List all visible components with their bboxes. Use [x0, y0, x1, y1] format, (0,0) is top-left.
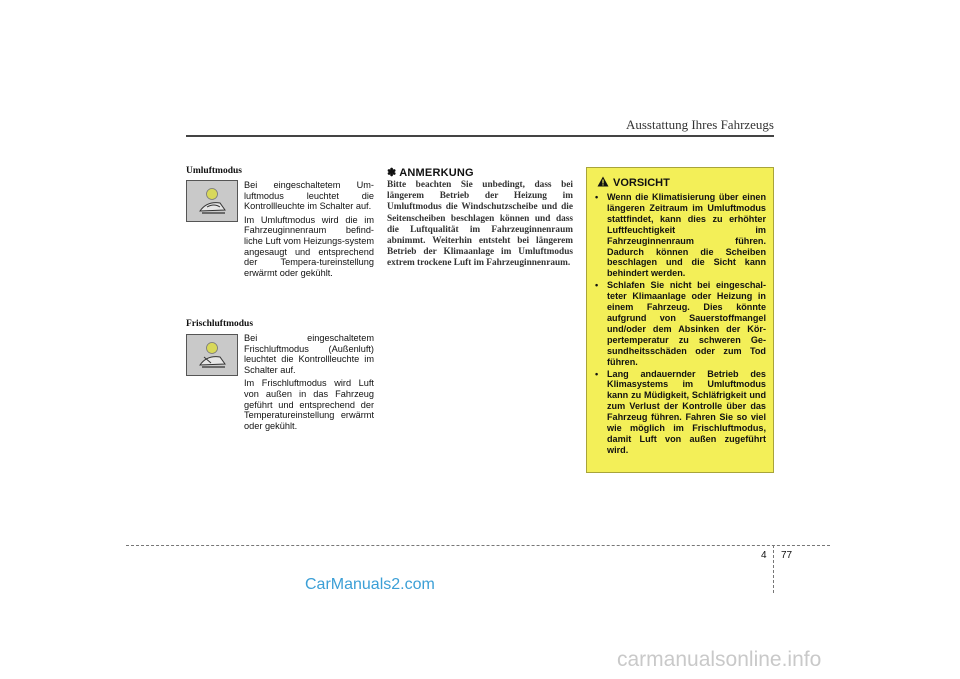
note-body [387, 180, 573, 270]
note-text: Bitte beachten Sie unbedingt, dass bei längerem Betrieb der Heizung im Umluftmodus die Windschutzscheibe und die Seitenscheiben beschlagen können und dass die Luftqualität im Fahrzeuginnenraum abnimmt. Weiterhin entsteht bei längerem Betrieb der Klimaanlage im Umluftmodus extrem trockene Luft im Fahrzeuginnenraum. [387, 180, 573, 269]
umluft-text [244, 180, 374, 281]
umluft-paragraph-2: Im Umluftmodus wird die im Fahrzeuginnenraum befind-liche Luft vom Heizungs-system angesaugt und entsprechend der Tempera-tureinstellung erwärmt oder gekühlt. [244, 214, 374, 278]
watermark-carmanualsonline[interactable]: carmanualsonline.info [617, 648, 822, 671]
caution-item [595, 280, 766, 367]
watermark-carmanuals2[interactable]: CarManuals2.com [305, 576, 435, 593]
umluft-paragraph-1: Bei eingeschaltetem Um-luftmodus leuchtet die Kontrollleuchte im Schalter auf. [244, 180, 374, 212]
caution-item [595, 369, 766, 456]
page-number: 77 [781, 550, 793, 561]
caution-item-text: Schlafen Sie nicht bei eingeschal-teter Klimaanlage oder Heizung in einem Fahrzeug. Dies könnte aufgrund von Sauerstoffmangel und/oder dem Absinken der Kör-pertemperatur zu schweren Ge-sundheitsschäden oder zum Tod führen. [607, 280, 766, 367]
fresh-air-icon [186, 334, 238, 376]
footer-rule [126, 545, 830, 546]
recirculation-icon [186, 180, 238, 222]
caution-title: VORSICHT [613, 177, 670, 189]
frischluft-paragraph-2: Im Frischluftmodus wird Luft von außen in das Fahrzeug geführt und entsprechend der Temperatureinstellung erwärmt oder gekühlt. [244, 378, 374, 431]
bullet: • [595, 280, 599, 291]
frischluft-heading: Frischluftmodus [186, 319, 254, 329]
caution-box [586, 167, 774, 473]
frischluft-paragraph-1: Bei eingeschaltetem Frischluftmodus (Außenluft) leuchtet die Kontrollleuchte im Schalter auf. [244, 333, 374, 375]
caution-item-text: Wenn die Klimatisierung über einen längeren Zeitraum im Umluftmodus stattfindet, kann dies zu erhöhter Luftfeuchtigkeit im Fahrzeuginnenraum führen. Dadurch können die Scheiben beschlagen und die Sicht kann behindert werden. [607, 192, 766, 279]
header-rule [186, 135, 774, 137]
page-chapter: 4 [761, 550, 767, 561]
page-divider [773, 545, 774, 593]
caution-item-text: Lang andauernder Betrieb des Klimasystems im Umluftmodus kann zu Müdigkeit, Schläfrigkeit und zum Verlust der Kontrolle über das Fahrzeug führen. Fahren Sie so viel wie möglich im Frischluftmodus, damit Luft von außen zugeführt wird. [607, 368, 766, 455]
caution-item [595, 192, 766, 279]
umluft-heading: Umluftmodus [186, 166, 242, 176]
caution-list [595, 192, 766, 456]
bullet: • [595, 368, 599, 379]
header-title: Ausstattung Ihres Fahrzeugs [625, 117, 774, 132]
frischluft-text [244, 333, 374, 434]
caution-header [597, 176, 766, 190]
warning-triangle-icon [597, 176, 609, 190]
bullet: • [595, 192, 599, 202]
note-heading: ✽ ANMERKUNG [387, 167, 474, 179]
